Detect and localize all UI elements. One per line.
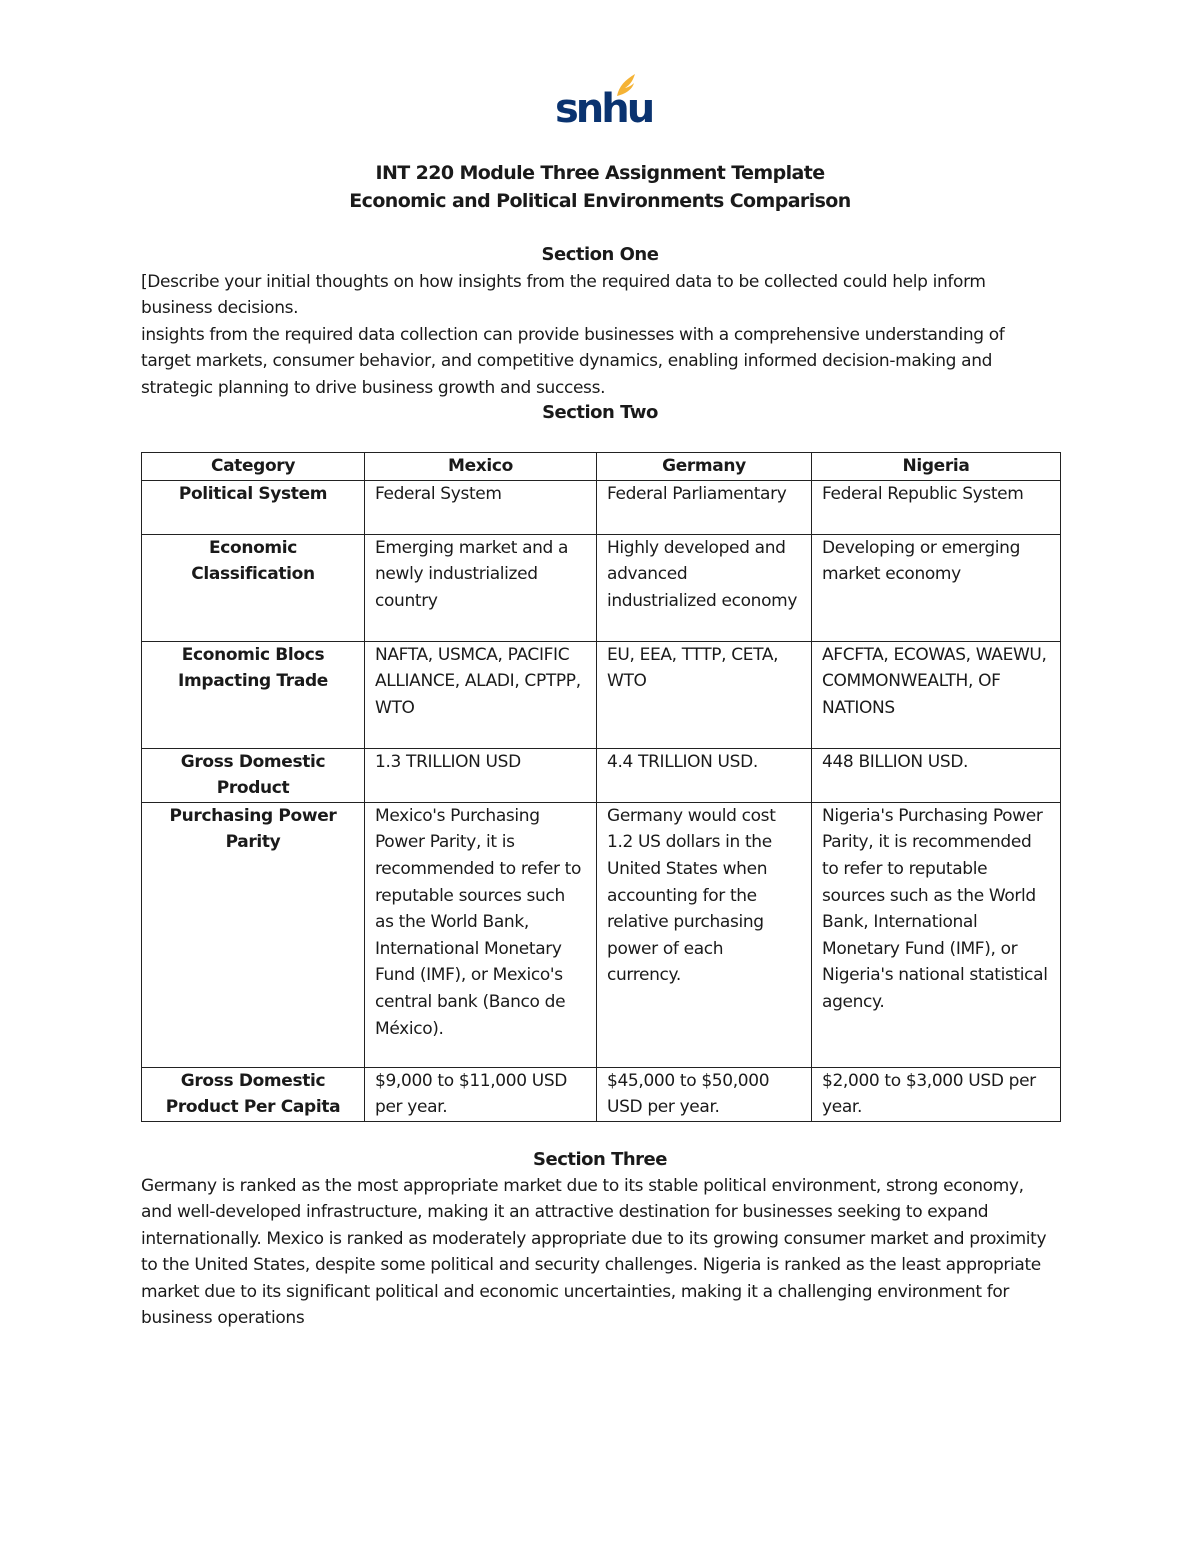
column-header: Category: [142, 453, 365, 481]
row-category: Gross Domestic Product: [142, 748, 365, 802]
row-category: Gross Domestic Product Per Capita: [142, 1067, 365, 1121]
cell-mexico: Mexico's Purchasing Power Parity, it is recommended to refer to reputable sources such as the World Bank, International Monetary Fund (IMF), or Mexico's central bank (Banco de México).: [365, 802, 597, 1067]
row-category: Economic Blocs Impacting Trade: [142, 641, 365, 748]
cell-mexico: Emerging market and a newly industrialized country: [365, 534, 597, 641]
cell-nigeria: AFCFTA, ECOWAS, WAEWU, COMMONWEALTH, OF NATIONS: [812, 641, 1061, 748]
cell-mexico: Federal System: [365, 480, 597, 534]
table-header-row: [142, 453, 1061, 481]
cell-nigeria: Developing or emerging market economy: [812, 534, 1061, 641]
section-three-text: Germany is ranked as the most appropriate market due to its stable political environment, strong economy, and well-developed infrastructure, making it an attractive destination for businesses seeking to expand internationally. Mexico is ranked as moderately appropriate due to its growing consumer market and proximity to the United States, despite some political and security challenges. Nigeria is ranked as the least appropriate market due to its significant political and economic uncertainties, making it a challenging environment for business operations: [141, 1176, 1047, 1329]
logo-wordmark: snhu: [555, 86, 653, 132]
section-one-prompt: [Describe your initial thoughts on how insights from the required data to be collected could help inform business decisions.: [141, 272, 986, 319]
section-one-response: insights from the required data collection can provide businesses with a comprehensive understanding of target markets, consumer behavior, and competitive dynamics, enabling informed decision-making and strategic planning to drive business growth and success.: [141, 324, 1005, 398]
table-row: [142, 480, 1061, 534]
cell-nigeria: $2,000 to $3,000 USD per year.: [812, 1067, 1061, 1121]
section-three-heading: Section Three: [533, 1149, 667, 1170]
column-header: Nigeria: [812, 453, 1061, 481]
comparison-table: [141, 452, 1061, 1122]
table-row: [142, 1067, 1061, 1121]
cell-germany: Highly developed and advanced industrialized economy: [597, 534, 812, 641]
cell-nigeria: Nigeria's Purchasing Power Parity, it is recommended to refer to reputable sources such as the World Bank, International Monetary Fund (IMF), or Nigeria's national statistical agency.: [812, 802, 1061, 1067]
cell-germany: Federal Parliamentary: [597, 480, 812, 534]
table-row: [142, 802, 1061, 1067]
document-subtitle: Economic and Political Environments Comparison: [349, 190, 851, 212]
row-category: Political System: [142, 480, 365, 534]
column-header: Mexico: [365, 453, 597, 481]
snhu-logo: [555, 72, 653, 134]
section-one-body: [141, 269, 1056, 401]
cell-mexico: $9,000 to $11,000 USD per year.: [365, 1067, 597, 1121]
cell-nigeria: Federal Republic System: [812, 480, 1061, 534]
section-two-heading: Section Two: [542, 402, 658, 423]
cell-nigeria: 448 BILLION USD.: [812, 748, 1061, 802]
cell-mexico: 1.3 TRILLION USD: [365, 748, 597, 802]
cell-mexico: NAFTA, USMCA, PACIFIC ALLIANCE, ALADI, CPTPP, WTO: [365, 641, 597, 748]
table-row: [142, 748, 1061, 802]
column-header: Germany: [597, 453, 812, 481]
row-category: Economic Classification: [142, 534, 365, 641]
cell-germany: 4.4 TRILLION USD.: [597, 748, 812, 802]
row-category: Purchasing Power Parity: [142, 802, 365, 1067]
document-title: INT 220 Module Three Assignment Template: [375, 162, 825, 184]
cell-germany: $45,000 to $50,000 USD per year.: [597, 1067, 812, 1121]
table-row: [142, 534, 1061, 641]
section-three-body: [141, 1173, 1056, 1331]
cell-germany: Germany would cost 1.2 US dollars in the United States when accounting for the relative purchasing power of each currency.: [597, 802, 812, 1067]
cell-germany: EU, EEA, TTTP, CETA, WTO: [597, 641, 812, 748]
table-row: [142, 641, 1061, 748]
section-one-heading: Section One: [541, 244, 659, 265]
